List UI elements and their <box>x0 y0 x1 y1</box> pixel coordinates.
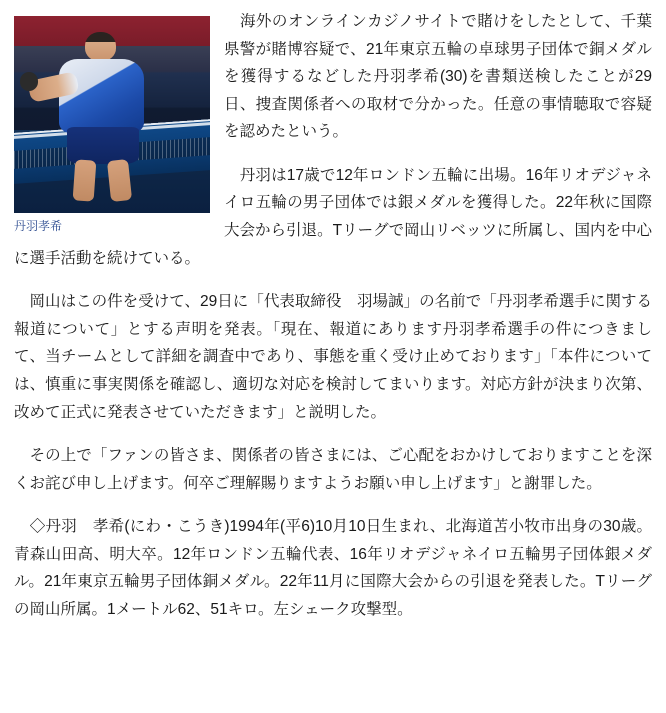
article-container <box>0 8 666 624</box>
player-head <box>85 32 116 61</box>
photo-player <box>45 32 163 201</box>
figure-caption: 丹羽孝希 <box>14 219 63 233</box>
article-figure <box>14 16 210 235</box>
player-leg-left <box>72 160 96 202</box>
article-paragraph-2: 丹羽は17歳で12年ロンドン五輪に出場。16年リオデジャネイロ五輪の男子団体では銀メダルを獲得した。22年秋に国際大会から引退。Tリーグで岡山リベッツに所属し、国内を中心に選手活動を続けている。 <box>14 166 652 267</box>
article-paragraph-5: ◇丹羽 孝希(にわ・こうき)1994年(平6)10月10日生まれ、北海道苫小牧市出身の30歳。青森山田高、明大卒。12年ロンドン五輪代表、16年リオデジャネイロ五輪男子団体銀メダル。21年東京五輪男子団体銅メダル。22年11月に国際大会からの引退を発表した。Tリーグの岡山所属。1メートル62、51キロ。左シェーク攻撃型。 <box>14 518 652 618</box>
player-shorts <box>67 127 140 164</box>
table-tennis-player-photo <box>14 16 210 213</box>
player-torso <box>59 59 144 134</box>
article-paragraph-3: 岡山はこの件を受けて、29日に「代表取締役 羽場誠」の名前で「丹羽孝希選手に関する報道について」とする声明を発表。「現在、報道にあります丹羽孝希選手の件につきまして、当チームとして詳細を調査中であり、事態を重く受け止めております」「本件については、慎重に事実関係を確認し、適切な対応を検討してまいります。対応方針が決まり次第、改めて正式に発表させていただきます」と説明した。 <box>14 293 652 421</box>
article-paragraph-1: 海外のオンラインカジノサイトで賭けをしたとして、千葉県警が賭博容疑で、21年東京五輪の卓球男子団体で銅メダルを獲得するなどした丹羽孝希(30)を書類送検したことが29日、捜査関係者への取材で分かった。任意の事情聴取で容疑を認めたという。 <box>224 13 652 141</box>
player-leg-right <box>107 159 132 202</box>
player-racket <box>20 72 39 91</box>
article-paragraph-4: その上で「ファンの皆さま、関係者の皆さまには、ご心配をおかけしておりますことを深くお詫び申し上げます。何卒ご理解賜りますようお願い申し上げます」と謝罪した。 <box>14 447 652 492</box>
